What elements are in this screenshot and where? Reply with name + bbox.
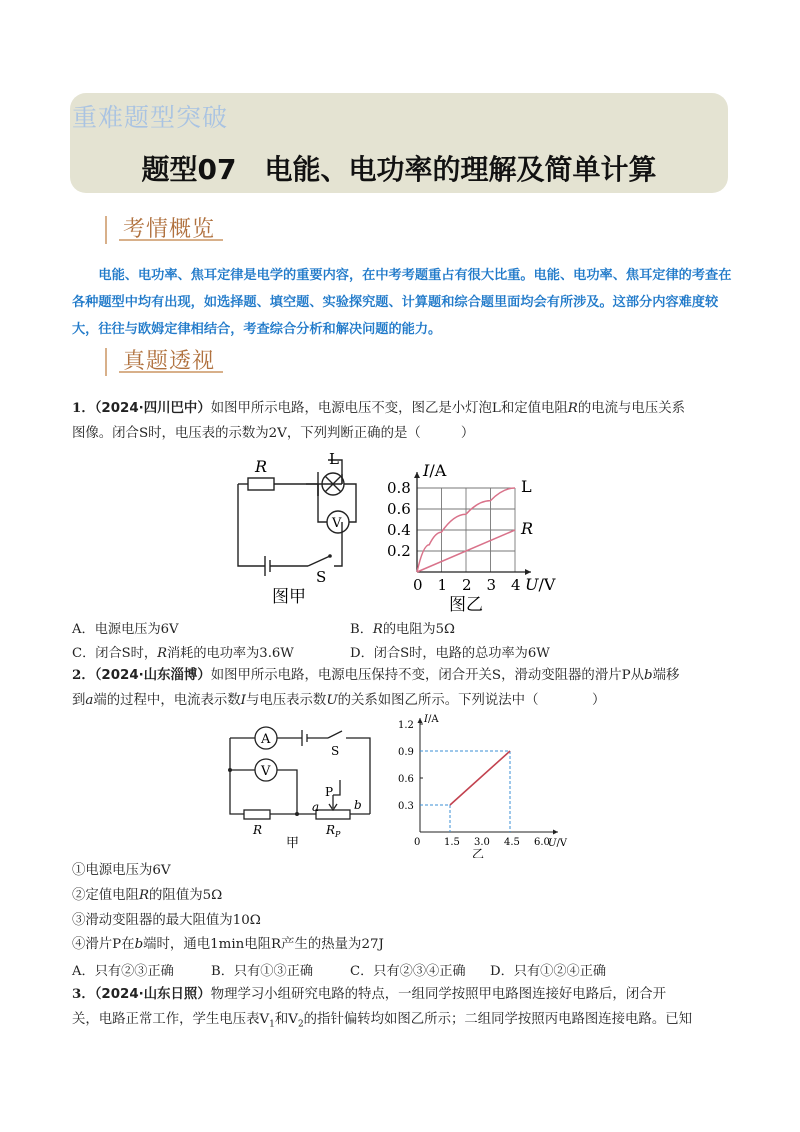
- q2-var-a: a: [85, 693, 94, 708]
- y-tick-label: 0.6: [387, 500, 411, 518]
- q1-option-c-var: R: [157, 646, 167, 661]
- y-axis-arrow: [418, 718, 423, 723]
- q1-line-1: [72, 396, 685, 421]
- x-tick-label: 1.5: [444, 837, 460, 848]
- q1-option-d[interactable]: D．闭合S时，电路的总功率为6W: [350, 646, 550, 661]
- x-tick-label: 3: [486, 576, 497, 594]
- x-axis-label: U/V: [525, 575, 556, 594]
- label-v: V: [332, 516, 342, 531]
- label-p: P: [325, 785, 334, 799]
- label-b: b: [354, 798, 362, 812]
- q3-text-a: 物理学习小组研究电路的特点，一组同学按照甲电路图连接好电路后，闭合开: [210, 987, 666, 1002]
- caption-jia: 甲: [286, 836, 300, 850]
- q2-line2-mid2: 与电压表示数: [245, 693, 327, 708]
- q2-statement-2: ②定值电阻R的阻值为5Ω: [72, 888, 223, 903]
- q2-line2-mid: 端的过程中，电流表示数: [93, 693, 241, 708]
- q2-source: （2024·山东淄博）: [94, 668, 211, 683]
- label-a-meter: A: [261, 732, 271, 747]
- page-title: 题型07 电能、电功率的理解及简单计算: [141, 153, 657, 186]
- chart-caption: 图乙: [449, 595, 483, 612]
- q1-number: 1．: [72, 400, 95, 416]
- q1-option-b-var: R: [372, 622, 383, 637]
- heading-bracket-vertical: [105, 348, 107, 376]
- q1-text-b: 的电流与电压关系: [577, 401, 685, 416]
- q2-line2-post: 的关系如图乙所示。下列说法中（ ）: [337, 693, 606, 708]
- q1-option-b[interactable]: [350, 618, 455, 637]
- q2-text-a: 如图甲所示电路，电源电压保持不变，闭合开关S，滑动变阻器的滑片P从: [210, 668, 645, 683]
- x-axis-arrow: [553, 830, 558, 835]
- y-tick-label: 0.6: [398, 774, 414, 785]
- label-l: L: [329, 452, 339, 468]
- q2-option-b[interactable]: B．只有①③正确: [211, 964, 314, 979]
- q2-circuit-diagram: [222, 720, 382, 850]
- y-tick-label: 0.8: [387, 479, 411, 497]
- q2-text-b: 端移: [652, 668, 680, 683]
- q2-var-b: b: [644, 668, 653, 683]
- label-r: R: [253, 823, 263, 837]
- q2-var-i: I: [240, 693, 246, 708]
- x-tick-label: 1: [437, 576, 448, 594]
- q1-option-c-post: 消耗的电功率为3.6W: [167, 646, 294, 661]
- x-tick-label: 0: [413, 576, 423, 594]
- y-tick-label: 0.9: [398, 747, 414, 758]
- q1-circuit-diagram: [228, 452, 360, 612]
- q2-option-c[interactable]: C．只有②③④正确: [350, 964, 466, 979]
- q2-line2-pre: 到: [72, 693, 86, 708]
- q1-source: （2024·四川巴中）: [94, 401, 211, 416]
- resistor-r: [244, 810, 270, 819]
- resistor-r: [248, 478, 274, 490]
- section-overview-title: 考情概览: [123, 217, 216, 242]
- q1-text-a: 如图甲所示电路，电源电压不变，图乙是小灯泡L和定值电阻: [210, 401, 568, 416]
- q1-option-b-pre: B．: [350, 622, 373, 637]
- x-tick-label: 0: [414, 837, 421, 848]
- q3-line-1: [72, 982, 666, 1007]
- switch-blade: [308, 556, 330, 566]
- y-axis-label: I/A: [424, 714, 439, 725]
- chart-caption: 乙: [472, 847, 485, 858]
- q3-source: （2024·山东日照）: [94, 987, 211, 1002]
- q3-line-2: 关，电路正常工作，学生电压表$V_1$和$V_2$的指针偏转均如图乙所示；二组同学按照丙电路图连接电路。已知: [72, 1012, 692, 1030]
- series-label: R: [521, 519, 534, 538]
- label-a: a: [312, 800, 320, 814]
- x-tick-label: 4: [511, 576, 521, 594]
- q3-number: 3．: [72, 986, 95, 1002]
- q1-option-c[interactable]: [72, 642, 294, 661]
- x-tick-label: 6.0: [534, 837, 550, 848]
- header-tag: 重难题型突破: [72, 103, 229, 132]
- x-axis-label: U/V: [548, 838, 568, 849]
- q2-line-2: [72, 688, 605, 713]
- q1-line-2: 图像。闭合S时，电压表的示数为2V，下列判断正确的是（ ）: [72, 426, 475, 441]
- q2-statement-4: ④滑片P在b端时，通电1min电阻R产生的热量为27J: [72, 937, 384, 952]
- y-axis-arrow: [414, 472, 420, 478]
- q2-statement-1: ①电源电压为6V: [72, 863, 171, 878]
- x-tick-label: 3.0: [474, 837, 490, 848]
- overview-paragraph: 电能、电功率、焦耳定律是电学的重要内容，在中考考题重占有很大比重。电能、电功率、焦耳定律的考查在各种题型中均有出现，如选择题、填空题、实验探究题、计算题和综合题里面均会有所涉及。这部分内容难度较大，往往与欧姆定律相结合，考查综合分析和解决问题的能力。: [72, 268, 732, 337]
- q2-option-a[interactable]: A．只有②③正确: [72, 964, 174, 979]
- label-v: V: [261, 764, 271, 779]
- label-rp: $R_P$: [326, 823, 341, 839]
- q2-option-d[interactable]: D．只有①②④正确: [490, 964, 607, 979]
- label-s: S: [331, 744, 340, 758]
- series-line: [450, 751, 510, 805]
- q2-number: 2．: [72, 667, 95, 683]
- q1-var-r: R: [567, 401, 578, 416]
- q1-option-c-pre: C．闭合S时，: [72, 646, 158, 661]
- y-tick-label: 1.2: [398, 720, 414, 731]
- y-tick-label: 0.4: [387, 521, 411, 539]
- q2-var-u: U: [326, 693, 338, 708]
- heading-bracket-vertical: [105, 216, 107, 244]
- y-tick-label: 0.2: [387, 542, 411, 560]
- series-label: L: [521, 477, 532, 496]
- q1-option-a[interactable]: A．电源电压为6V: [72, 622, 179, 637]
- rheostat-rp: [316, 810, 350, 819]
- section-real-title: 真题透视: [123, 349, 216, 374]
- caption-jia: 图甲: [272, 587, 306, 607]
- label-s: S: [316, 568, 327, 586]
- label-r: R: [255, 457, 268, 476]
- x-tick-label: 2: [462, 576, 472, 594]
- y-axis-label: I/A: [423, 461, 447, 480]
- q2-chart: [392, 712, 582, 858]
- q1-option-b-post: 的电阻为5Ω: [382, 622, 455, 637]
- x-tick-label: 4.5: [504, 837, 520, 848]
- y-tick-label: 0.3: [398, 801, 414, 812]
- q2-statement-3: ③滑动变阻器的最大阻值为10Ω: [72, 913, 261, 928]
- q2-line-1: [72, 663, 679, 688]
- q1-chart: [375, 452, 575, 612]
